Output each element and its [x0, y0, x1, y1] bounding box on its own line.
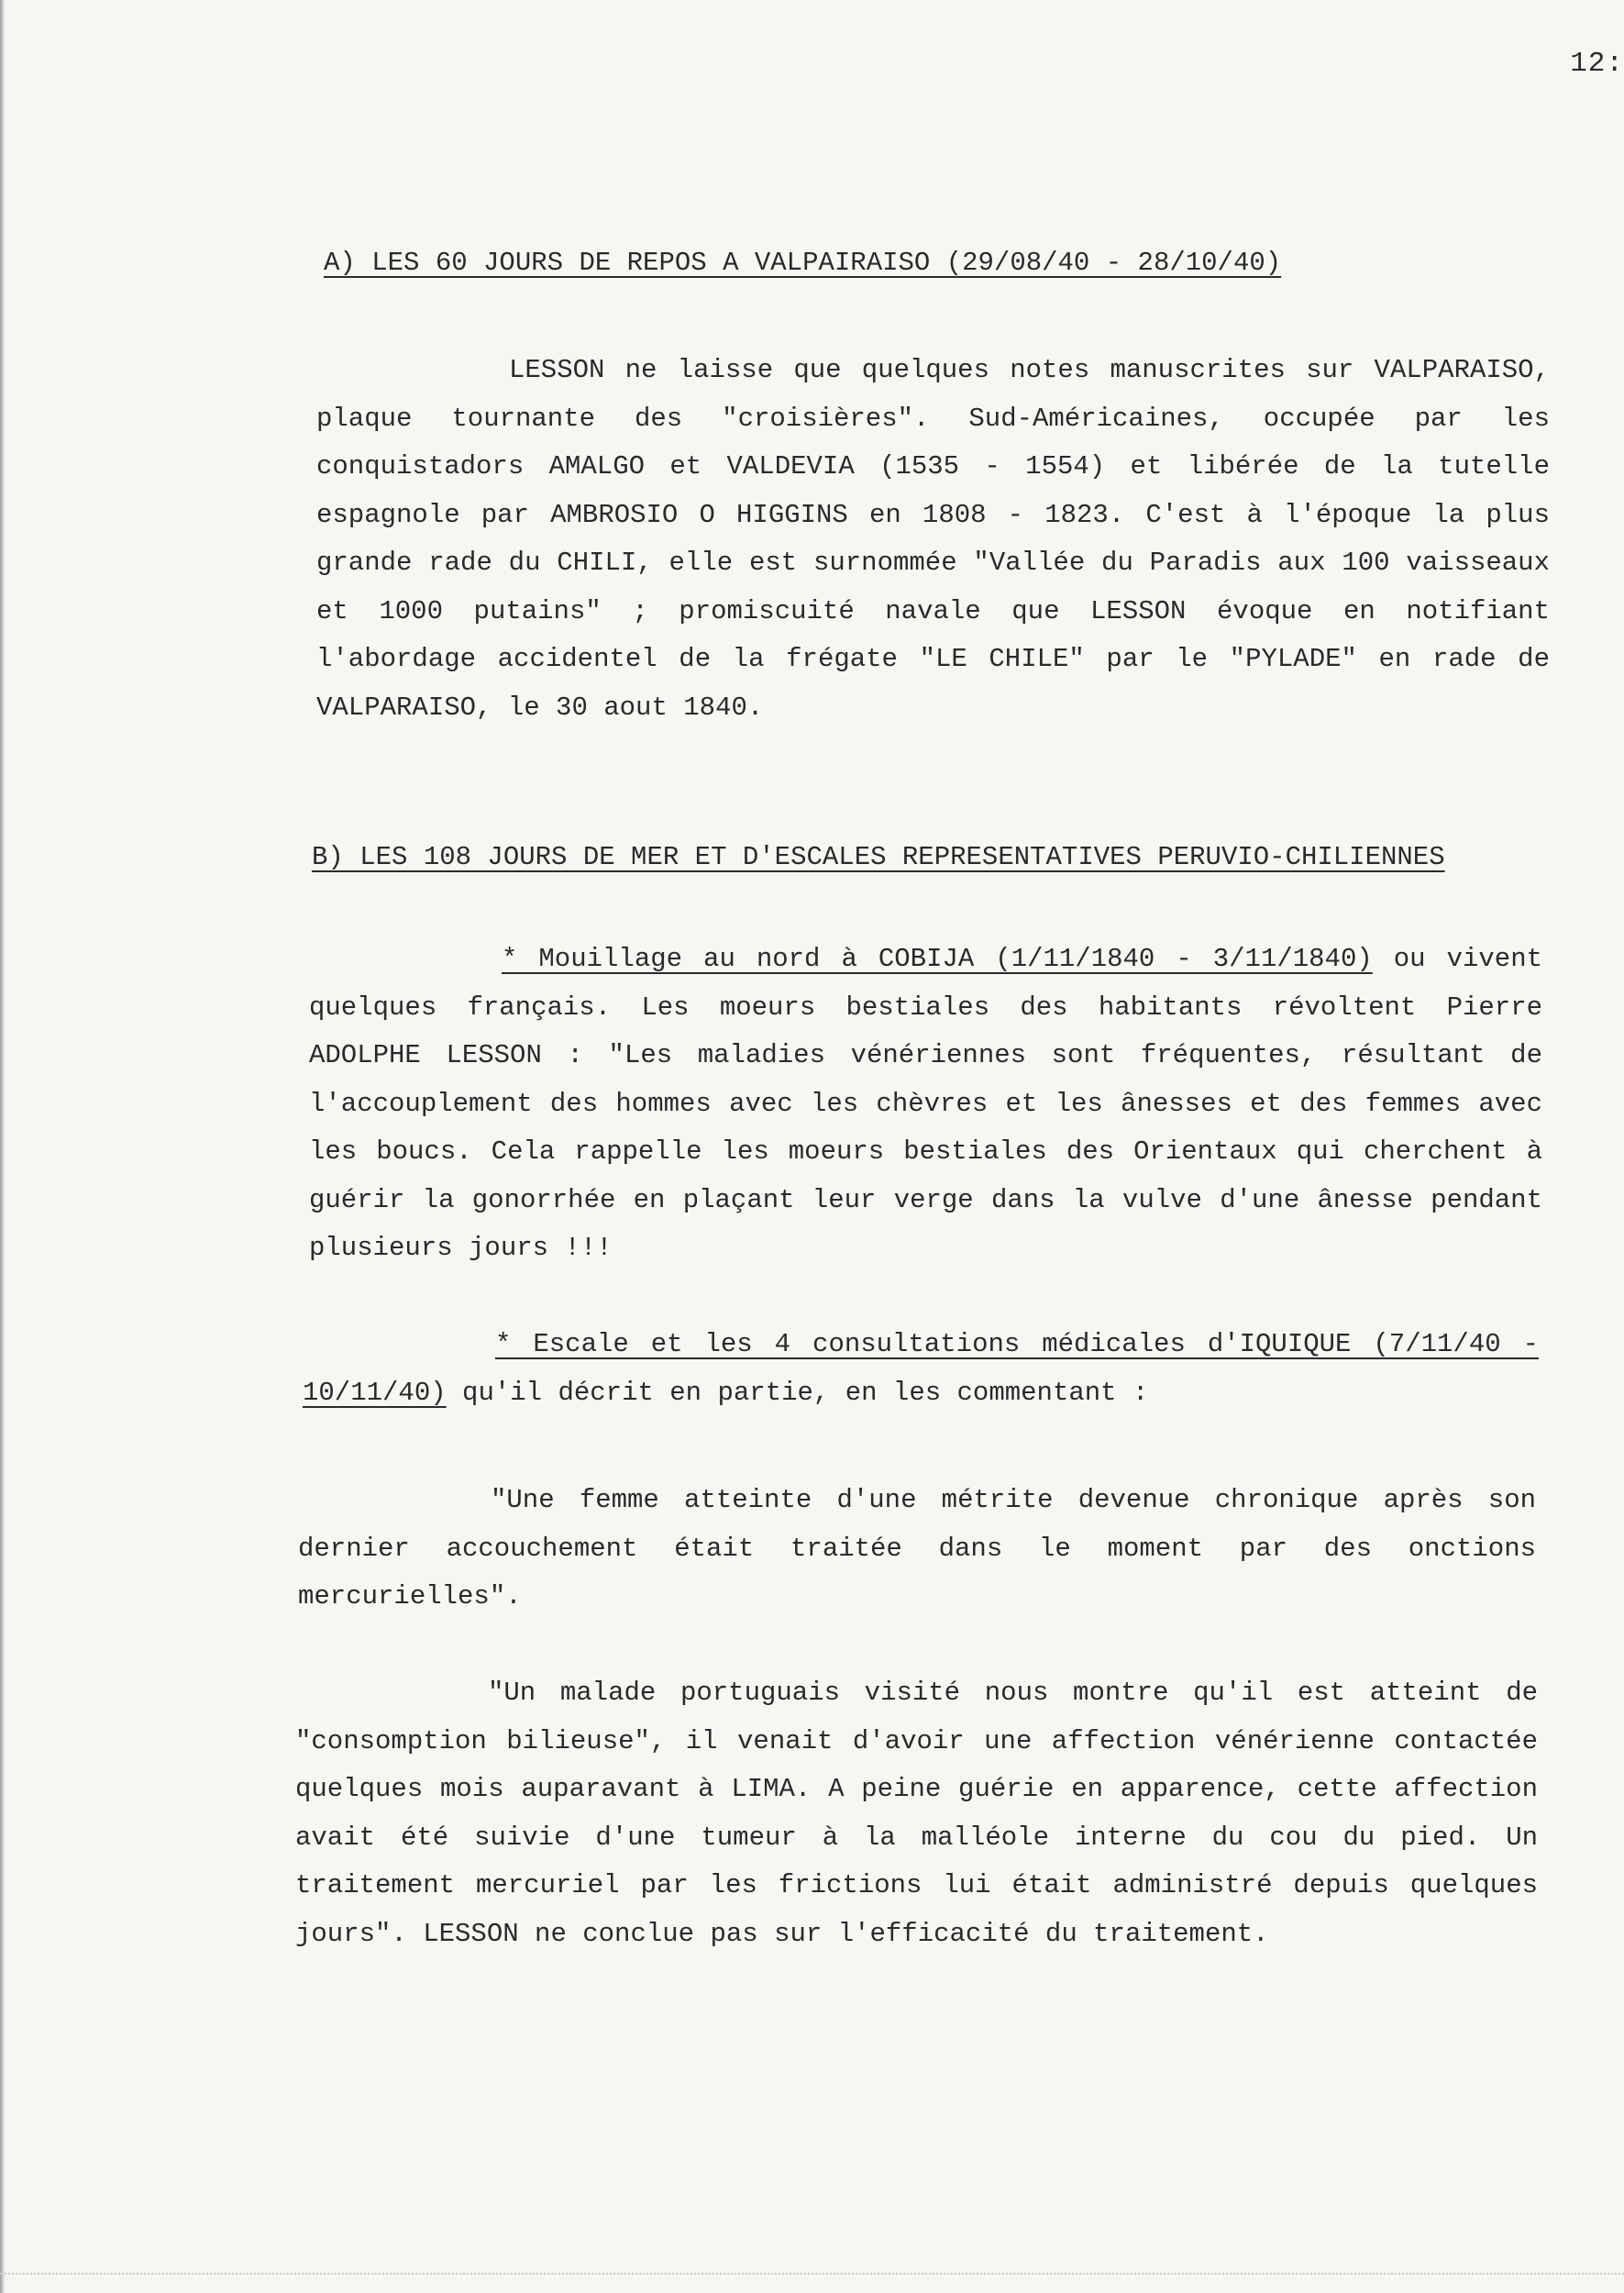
- iquique-lead: * Escale et les 4 consultations médicales d'IQUIQUE (7/11/40 - 10/11/40): [303, 1329, 1539, 1408]
- cobija-lead: * Mouillage au nord à COBIJA (1/11/1840 - 3/11/1840): [502, 944, 1373, 974]
- scan-bottom-edge: [0, 2273, 1624, 2275]
- section-a-paragraph: [316, 347, 1550, 732]
- section-a-heading: A) LES 60 JOURS DE REPOS A VALPAIRAISO (29/08/40 - 28/10/40): [324, 248, 1282, 278]
- iquique-paragraph: [303, 1321, 1539, 1417]
- iquique-text: qu'il décrit en partie, en les commentant :: [446, 1377, 1149, 1408]
- page-number: 12:: [1570, 48, 1624, 80]
- section-b-heading: B) LES 108 JOURS DE MER ET D'ESCALES REPRESENTATIVES PERUVIO-CHILIENNES: [312, 842, 1445, 872]
- cobija-paragraph: [309, 936, 1542, 1273]
- quote-1-text: "Une femme atteinte d'une métrite devenue chronique après son dernier accouchement était traitée dans le moment par des onctions mercurielles".: [298, 1485, 1536, 1612]
- quote-2-text: "Un malade portuguais visité nous montre qu'il est atteint de "consomption bilieuse", il venait d'avoir une affection vénérienne contactée quelques mois auparavant à LIMA. A peine guérie en apparence, cette affection avait été suivie d'une tumeur à la malléole interne du cou du pied. Un traitement mercuriel par les frictions lui était administré depuis quelques jours". LESSON ne conclue pas sur l'efficacité du traitement.: [295, 1678, 1538, 1949]
- quote-paragraph-2: [295, 1669, 1538, 1958]
- cobija-text: ou vivent quelques français. Les moeurs bestiales des habitants révoltent Pierre ADOLPHE LESSON : "Les maladies vénériennes sont fréquentes, résultant de l'accouplement des hommes avec les chèvres et les ânesses et des femmes avec les boucs. Cela rappelle les moeurs bestiales des Orientaux qui cherchent à guérir la gonorrhée en plaçant leur verge dans la vulve d'une ânesse pendant plusieurs jours !!!: [309, 944, 1542, 1263]
- quote-paragraph-1: [298, 1477, 1536, 1622]
- section-a-text: LESSON ne laisse que quelques notes manuscrites sur VALPARAISO, plaque tournante des "croisières". Sud-Américaines, occupée par les conquistadors AMALGO et VALDEVIA (1535 - 1554) et libérée de la tutelle espagnole par AMBROSIO O HIGGINS en 1808 - 1823. C'est à l'époque la plus grande rade du CHILI, elle est surnommée "Vallée du Paradis aux 100 vaisseaux et 1000 putains" ; promiscuité navale que LESSON évoque en notifiant l'abordage accidentel de la frégate "LE CHILE" par le "PYLADE" en rade de VALPARAISO, le 30 aout 1840.: [316, 355, 1550, 723]
- scan-left-edge: [0, 0, 6, 2293]
